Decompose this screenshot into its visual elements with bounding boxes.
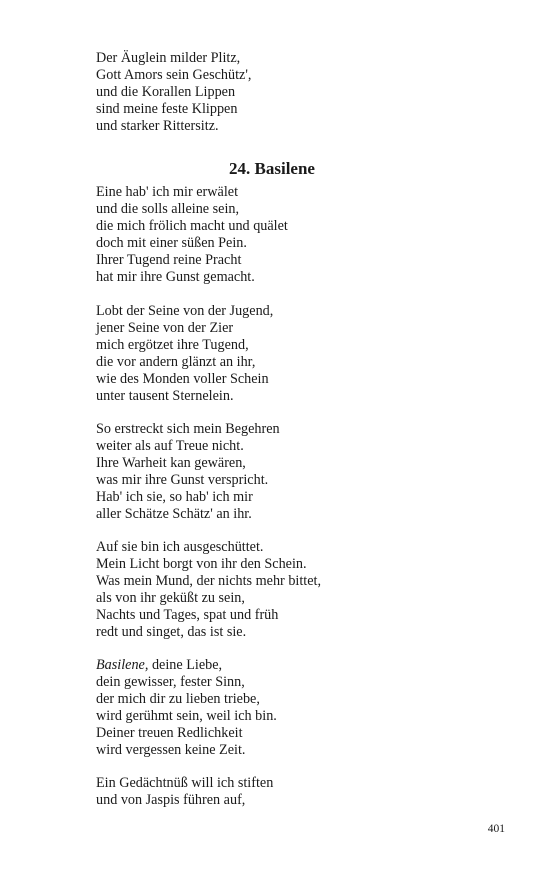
verse-line: Deiner treuen Redlichkeit bbox=[96, 725, 243, 741]
verse-line: aller Schätze Schätz' an ihr. bbox=[96, 506, 252, 522]
stanza-2 bbox=[96, 303, 273, 405]
verse-line: mich ergötzet ihre Tugend, bbox=[96, 337, 249, 353]
verse-line: So erstreckt sich mein Begehren bbox=[96, 421, 280, 437]
verse-line: jener Seine von der Zier bbox=[96, 320, 234, 336]
verse-line: und starker Rittersitz. bbox=[96, 118, 219, 134]
verse-line: Ein Gedächtnüß will ich stiften bbox=[96, 775, 274, 791]
page-number: 401 bbox=[487, 823, 505, 835]
verse-line: und von Jaspis führen auf, bbox=[96, 792, 246, 808]
verse-line: Gott Amors sein Geschütz', bbox=[96, 67, 252, 83]
verse-line: sind meine feste Klippen bbox=[96, 101, 238, 117]
stanza-3 bbox=[96, 421, 280, 523]
verse-line: die vor andern glänzt an ihr, bbox=[96, 354, 256, 370]
verse-line: Der Äuglein milder Plitz, bbox=[96, 50, 241, 66]
previous-poem-ending bbox=[96, 50, 251, 135]
verse-line: Auf sie bin ich ausgeschüttet. bbox=[96, 539, 264, 555]
verse-line: redt und singet, das ist sie. bbox=[96, 624, 247, 640]
verse-line: und die solls alleine sein, bbox=[96, 201, 240, 217]
verse-line: wird vergessen keine Zeit. bbox=[96, 742, 246, 758]
stanza-1 bbox=[96, 184, 288, 286]
stanza-5 bbox=[96, 657, 277, 759]
verse-line: Ihrer Tugend reine Pracht bbox=[96, 252, 242, 268]
verse-line: hat mir ihre Gunst gemacht. bbox=[96, 269, 255, 285]
verse-line-rest: deine Liebe, bbox=[148, 657, 223, 673]
verse-line: der mich dir zu lieben triebe, bbox=[96, 691, 260, 707]
verse-line bbox=[96, 657, 277, 674]
verse-line: wie des Monden voller Schein bbox=[96, 371, 269, 387]
stanza-6 bbox=[96, 775, 273, 809]
poem-title: 24. Basilene bbox=[229, 159, 315, 178]
verse-line: Was mein Mund, der nichts mehr bittet, bbox=[96, 573, 322, 589]
addressee-name: Basilene, bbox=[96, 657, 149, 673]
verse-line: Nachts und Tages, spat und früh bbox=[96, 607, 279, 623]
verse-line: und die Korallen Lippen bbox=[96, 84, 236, 100]
verse-line: unter tausent Sternelein. bbox=[96, 388, 234, 404]
verse-line: Ihre Warheit kan gewären, bbox=[96, 455, 246, 471]
verse-line: als von ihr geküßt zu sein, bbox=[96, 590, 245, 606]
verse-line: Eine hab' ich mir erwälet bbox=[96, 184, 239, 200]
verse-line: doch mit einer süßen Pein. bbox=[96, 235, 247, 251]
verse-line: wird gerühmt sein, weil ich bin. bbox=[96, 708, 277, 724]
stanza-4 bbox=[96, 539, 321, 641]
verse-line: Hab' ich sie, so hab' ich mir bbox=[96, 489, 253, 505]
verse-line: die mich frölich macht und quälet bbox=[96, 218, 288, 234]
verse-line: was mir ihre Gunst verspricht. bbox=[96, 472, 269, 488]
verse-line: weiter als auf Treue nicht. bbox=[96, 438, 244, 454]
verse-line: Lobt der Seine von der Jugend, bbox=[96, 303, 274, 319]
verse-line: Mein Licht borgt von ihr den Schein. bbox=[96, 556, 307, 572]
verse-line: dein gewisser, fester Sinn, bbox=[96, 674, 245, 690]
